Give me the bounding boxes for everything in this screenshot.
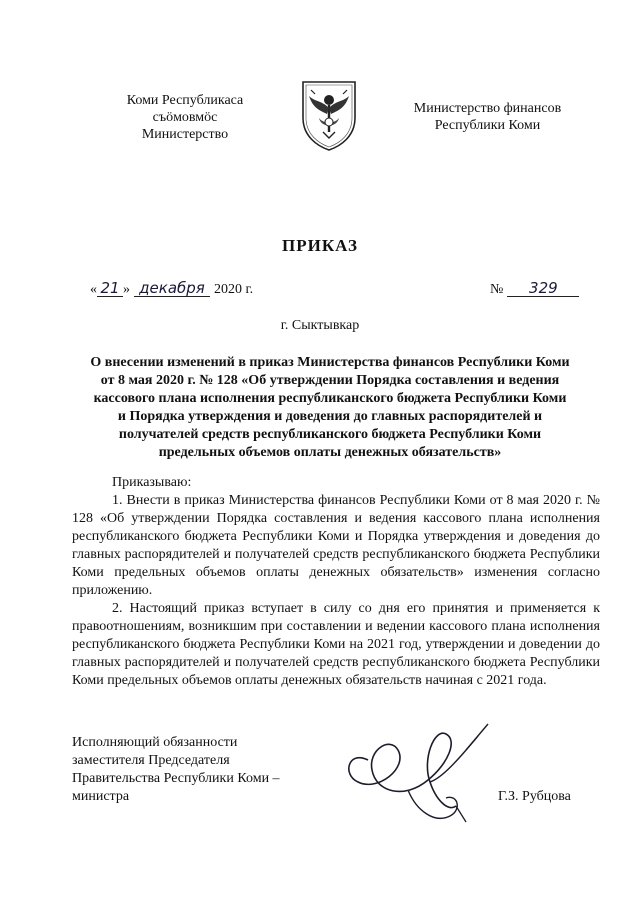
subject-line: получателей средств республиканского бюджета Республики Коми [118, 427, 542, 442]
date-open-quote: « [90, 282, 97, 297]
signatory-position-line: министра [72, 789, 130, 804]
issuer-komi-line-2: съӧмовмӧс [152, 110, 218, 125]
subject-line: от 8 мая 2020 г. № 128 «Об утверждении Порядка составления и ведения [100, 373, 560, 388]
issuer-komi-line-1: Коми Республикаса [126, 93, 244, 108]
subject-line: О внесении изменений в приказ Министерства финансов Республики Коми [90, 355, 570, 370]
issuer-ministry-line-1: Министерство финансов [413, 101, 562, 116]
handwritten-signature [338, 720, 508, 830]
subject-line: кассового плана исполнения республиканского бюджета Республики Коми [93, 391, 567, 406]
date-day: 21 [97, 280, 123, 297]
subject-line: предельных объемов оплаты денежных обязательств» [158, 445, 502, 460]
number-value: 329 [507, 280, 579, 297]
signatory-position-line: заместителя Председателя [72, 753, 230, 768]
signatory-position-line: Правительства Республики Коми – [72, 771, 280, 786]
document-subject [60, 354, 600, 462]
issuer-ministry-line-2: Республики Коми [434, 118, 541, 133]
document-title: ПРИКАЗ [282, 236, 358, 255]
signatory-position-line: Исполняющий обязанности [72, 735, 238, 750]
date-month: декабря [134, 280, 210, 297]
date-close-quote: » [123, 282, 130, 297]
document-date [90, 280, 253, 298]
number-sign: № [490, 282, 504, 297]
document-body [72, 474, 600, 690]
issuer-ministry-name [395, 100, 580, 134]
signatory-name: Г.З. Рубцова [498, 789, 571, 804]
order-word: Приказываю: [112, 475, 192, 490]
order-item-1: 1. Внести в приказ Министерства финансов Республики Коми от 8 мая 2020 г. № 128 «Об утверждении Порядка составления и ведения кассового плана исполнения республиканского бюджета Республики Коми и Порядка утверждения и доведения до главных распорядителей и получателей средств республиканского бюджета Республики Коми предельных объемов оплаты денежных обязательств» изменения согласно приложению. [72, 493, 600, 598]
date-year: 2020 г. [214, 282, 254, 297]
order-item-2: 2. Настоящий приказ вступает в силу со дня его принятия и применяется к правоотношениям, возникшим при составлении и ведении кассового плана исполнения республиканского бюджета Республики Коми на 2021 год, утверждении и доведении до главных распорядителей и получателей средств республиканского бюджета Республики Коми предельных объемов оплаты денежных обязательств начиная с 2021 года. [72, 601, 600, 688]
document-place: г. Сыктывкар [280, 318, 360, 333]
signatory-position [72, 734, 280, 806]
coat-of-arms-emblem [297, 78, 361, 152]
issuer-komi-line-3: Министерство [141, 127, 229, 142]
document-number [490, 280, 579, 298]
subject-line: и Порядка утверждения и доведения до главных распорядителей и [117, 409, 543, 424]
issuer-komi-name [105, 92, 265, 143]
